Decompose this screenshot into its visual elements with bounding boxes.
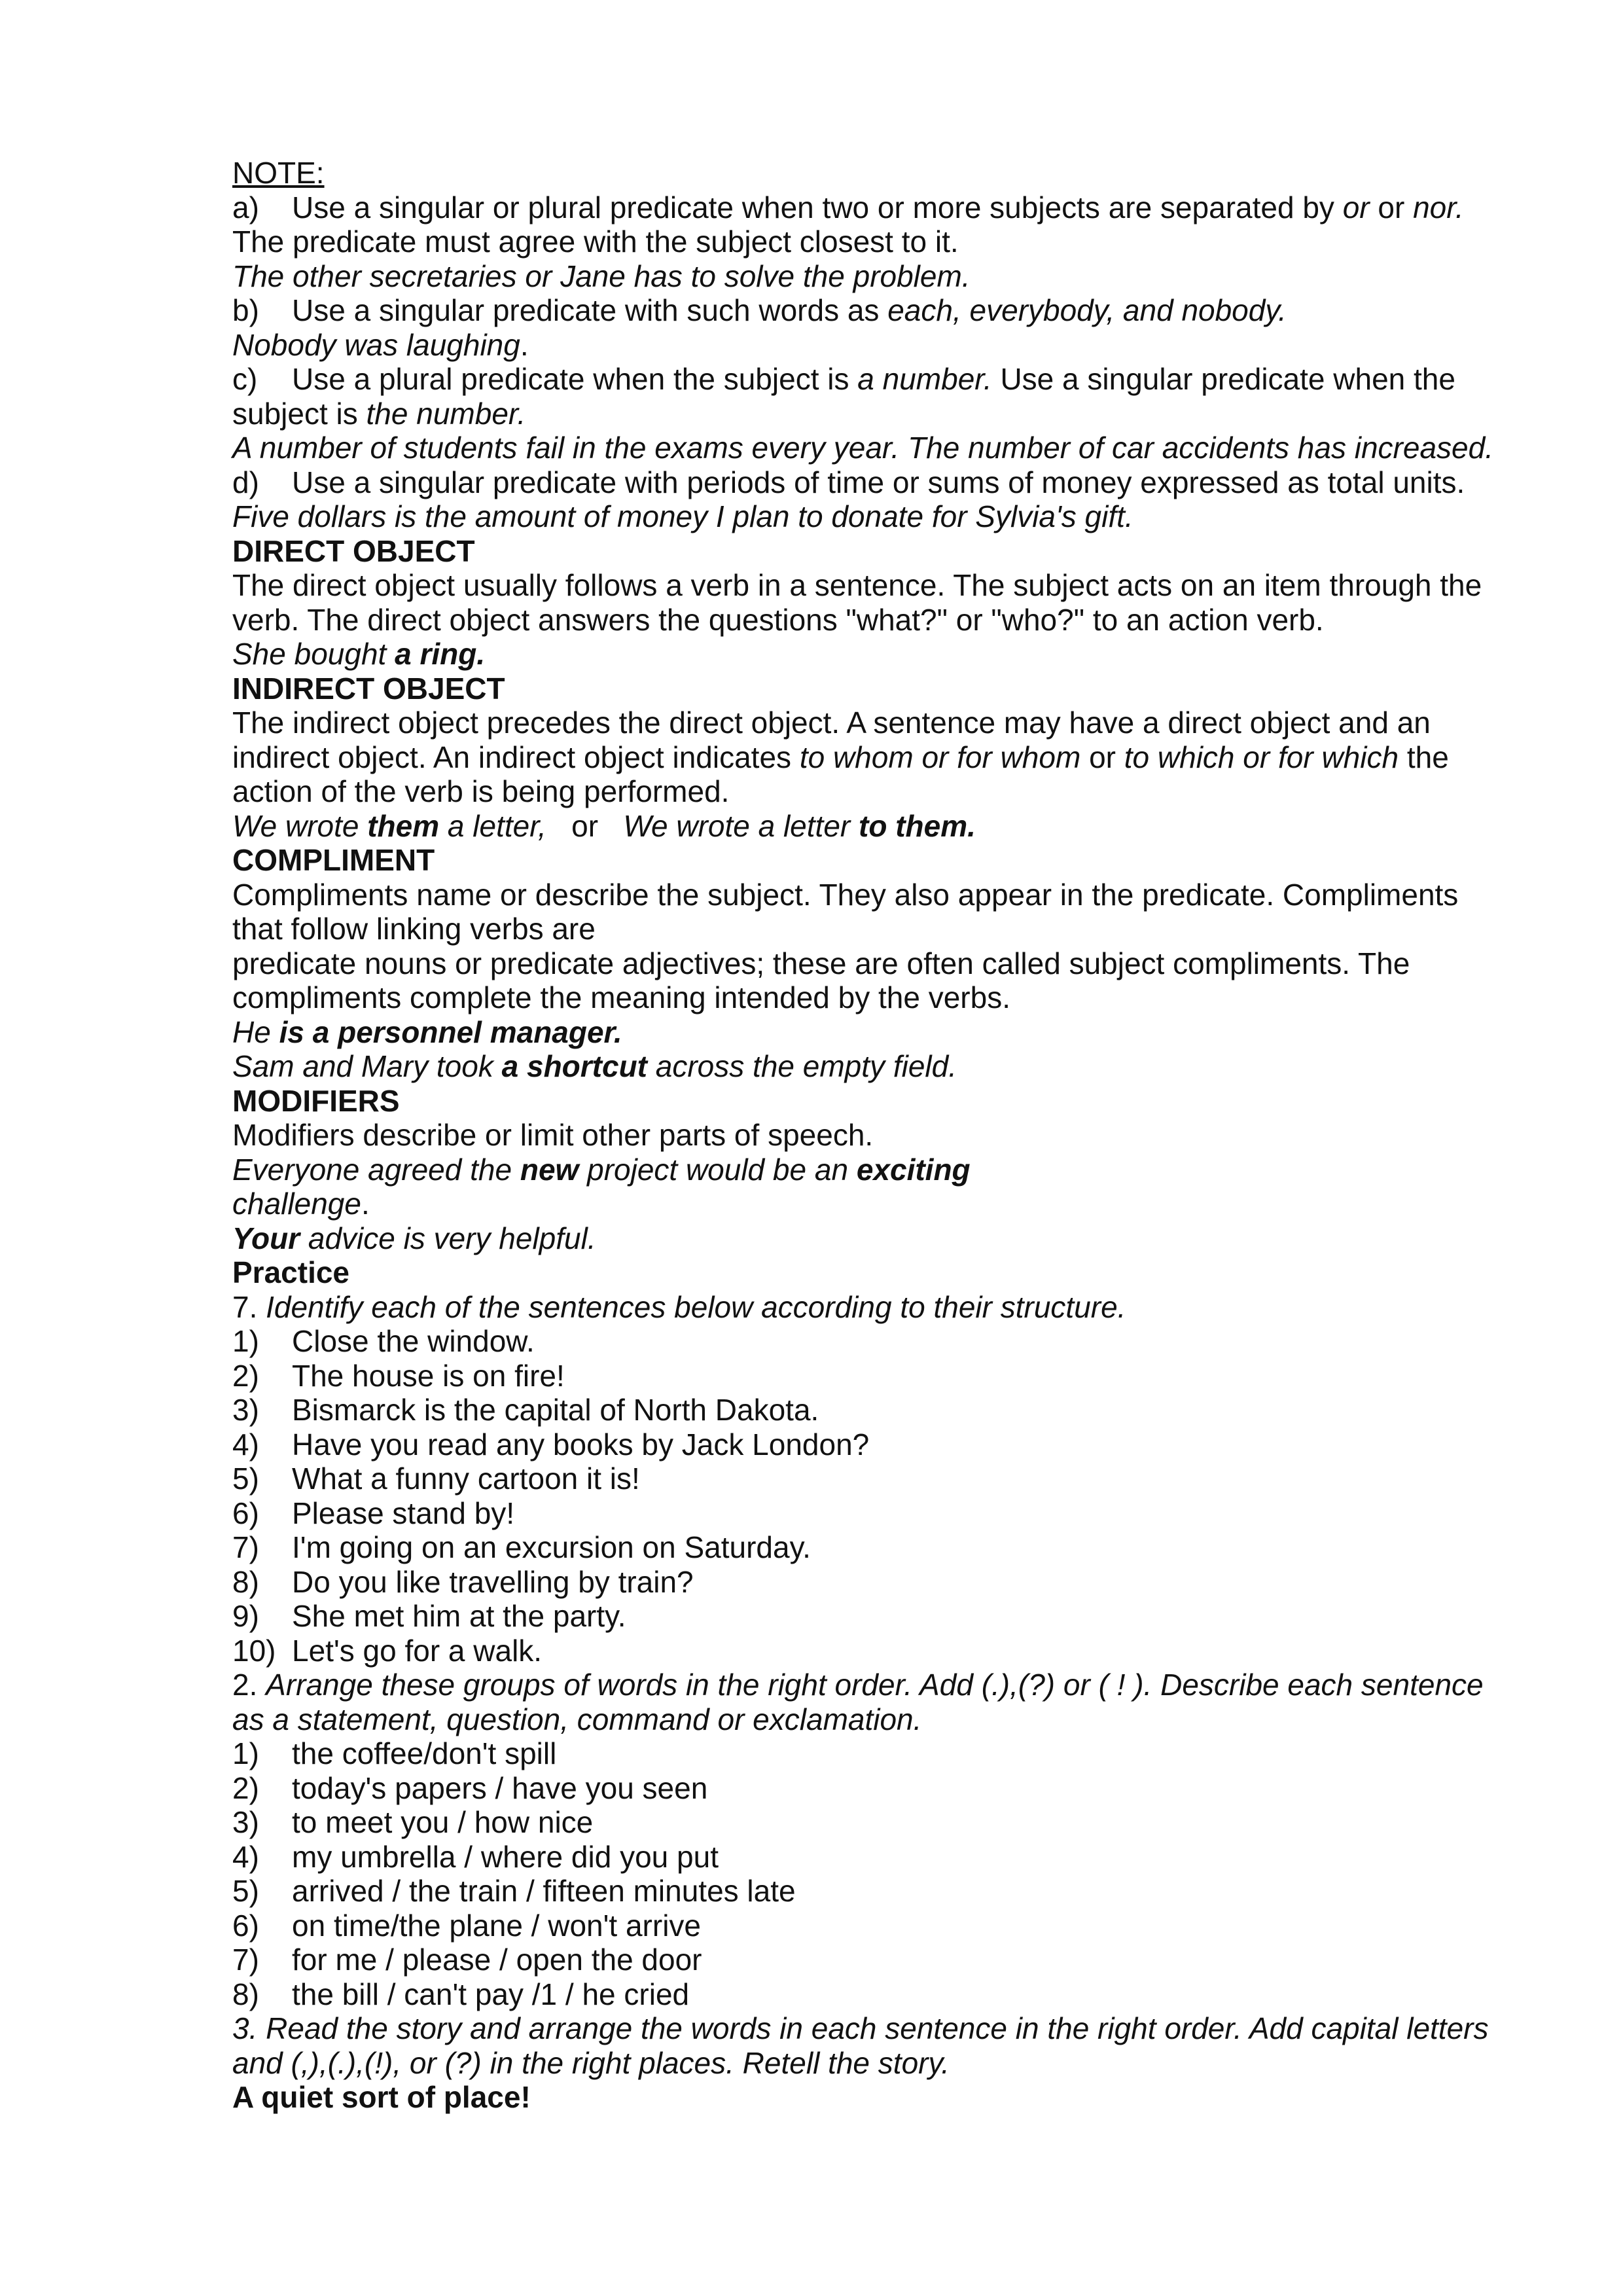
- exercise-2-instruction: 2. Arrange these groups of words in the right order. Add (.),(?) or ( ! ). Describe each sentence: [232, 1668, 1484, 1702]
- list-item: 8) the bill / can't pay /1 / he cried: [232, 1977, 690, 2011]
- exercise-2-list: [232, 1736, 1541, 2011]
- note-a: a) Use a singular or plural predicate when two or more subjects are separated by or or nor.: [232, 190, 1464, 224]
- note-d: d) Use a singular predicate with periods of time or sums of money expressed as total units.: [232, 465, 1465, 499]
- note-a-label: a): [232, 190, 259, 224]
- exercise-7-list: [232, 1324, 1541, 1668]
- indirect-object-text-2: indirect object. An indirect object indicates to whom or for whom or to which or for which the: [232, 740, 1449, 774]
- note-b-example: Nobody was laughing.: [232, 327, 529, 362]
- compliment-text-1: Compliments name or describe the subject. They also appear in the predicate. Compliments: [232, 877, 1459, 912]
- compliment-heading: COMPLIMENT: [232, 843, 435, 877]
- document-page: [232, 156, 1541, 2115]
- compliment-example-1: He is a personnel manager.: [232, 1014, 622, 1049]
- compliment-text-3: predicate nouns or predicate adjectives; these are often called subject compliments. The: [232, 946, 1410, 980]
- list-item: 8) Do you like travelling by train?: [232, 1564, 694, 1599]
- note-b: b) Use a singular predicate with such words as each, everybody, and nobody.: [232, 293, 1287, 327]
- indirect-object-heading: INDIRECT OBJECT: [232, 671, 505, 706]
- list-item: 2) The house is on fire!: [232, 1358, 565, 1393]
- compliment-example-2: Sam and Mary took a shortcut across the empty field.: [232, 1049, 957, 1083]
- list-item: 7) for me / please / open the door: [232, 1943, 702, 1977]
- modifiers-text: Modifiers describe or limit other parts of speech.: [232, 1118, 874, 1152]
- modifiers-heading: MODIFIERS: [232, 1083, 400, 1118]
- direct-object-text-1: The direct object usually follows a verb in a sentence. The subject acts on an item through the: [232, 568, 1482, 602]
- list-item: 6) Please stand by!: [232, 1496, 515, 1530]
- note-title: NOTE:: [232, 156, 325, 190]
- practice-heading: Practice: [232, 1255, 350, 1289]
- list-item: 2) today's papers / have you seen: [232, 1770, 708, 1805]
- modifiers-example-1: Everyone agreed the new project would be an exciting: [232, 1152, 971, 1187]
- note-d-label: d): [232, 465, 259, 499]
- list-item: 1) Close the window.: [232, 1324, 535, 1358]
- indirect-object-text-1: The indirect object precedes the direct object. A sentence may have a direct object and an: [232, 706, 1431, 740]
- direct-object-example: She bought a ring.: [232, 637, 486, 671]
- note-a-text: The predicate must agree with the subject closest to it.: [232, 224, 959, 259]
- list-item: 6) on time/the plane / won't arrive: [232, 1908, 701, 1943]
- direct-object-heading: DIRECT OBJECT: [232, 533, 475, 568]
- list-item: 4) my umbrella / where did you put: [232, 1839, 719, 1874]
- exercise-2-instruction-cont: as a statement, question, command or exclamation.: [232, 1702, 922, 1736]
- list-item: 9) She met him at the party.: [232, 1599, 626, 1633]
- list-item: 7) I'm going on an excursion on Saturday.: [232, 1530, 811, 1564]
- direct-object-text-2: verb. The direct object answers the questions "what?" or "who?" to an action verb.: [232, 602, 1324, 637]
- list-item: 5) arrived / the train / fifteen minutes late: [232, 1874, 796, 1908]
- note-c: c) Use a plural predicate when the subject is a number. Use a singular predicate when the: [232, 362, 1455, 396]
- indirect-object-text-3: action of the verb is being performed.: [232, 774, 730, 808]
- list-item: 3) to meet you / how nice: [232, 1805, 594, 1839]
- modifiers-example-1-cont: challenge.: [232, 1187, 370, 1221]
- modifiers-example-2: Your advice is very helpful.: [232, 1221, 596, 1255]
- story-title: A quiet sort of place!: [232, 2080, 531, 2114]
- compliment-text-2: that follow linking verbs are: [232, 912, 596, 946]
- note-a-example: The other secretaries or Jane has to solve the problem.: [232, 259, 971, 293]
- note-d-example: Five dollars is the amount of money I plan to donate for Sylvia's gift.: [232, 499, 1133, 533]
- list-item: 4) Have you read any books by Jack London?: [232, 1427, 870, 1462]
- note-c-example: A number of students fail in the exams every year. The number of car accidents has increased.: [232, 431, 1493, 465]
- exercise-7-instruction: 7. Identify each of the sentences below according to their structure.: [232, 1289, 1126, 1324]
- note-c-text: subject is the number.: [232, 396, 526, 431]
- list-item: 5) What a funny cartoon it is!: [232, 1462, 640, 1496]
- compliment-text-4: compliments complete the meaning intended by the verbs.: [232, 980, 1010, 1014]
- list-item: 3) Bismarck is the capital of North Dakota.: [232, 1393, 819, 1427]
- list-item: 10) Let's go for a walk.: [232, 1633, 543, 1668]
- list-item: 1) the coffee/don't spill: [232, 1736, 557, 1770]
- note-b-label: b): [232, 293, 259, 327]
- exercise-3-instruction-cont: and (,),(.),(!), or (?) in the right places. Retell the story.: [232, 2045, 950, 2080]
- indirect-object-example: We wrote them a letter, or We wrote a letter to them.: [232, 808, 976, 843]
- exercise-3-instruction: 3. Read the story and arrange the words in each sentence in the right order. Add capital letters: [232, 2011, 1489, 2045]
- note-c-label: c): [232, 362, 258, 396]
